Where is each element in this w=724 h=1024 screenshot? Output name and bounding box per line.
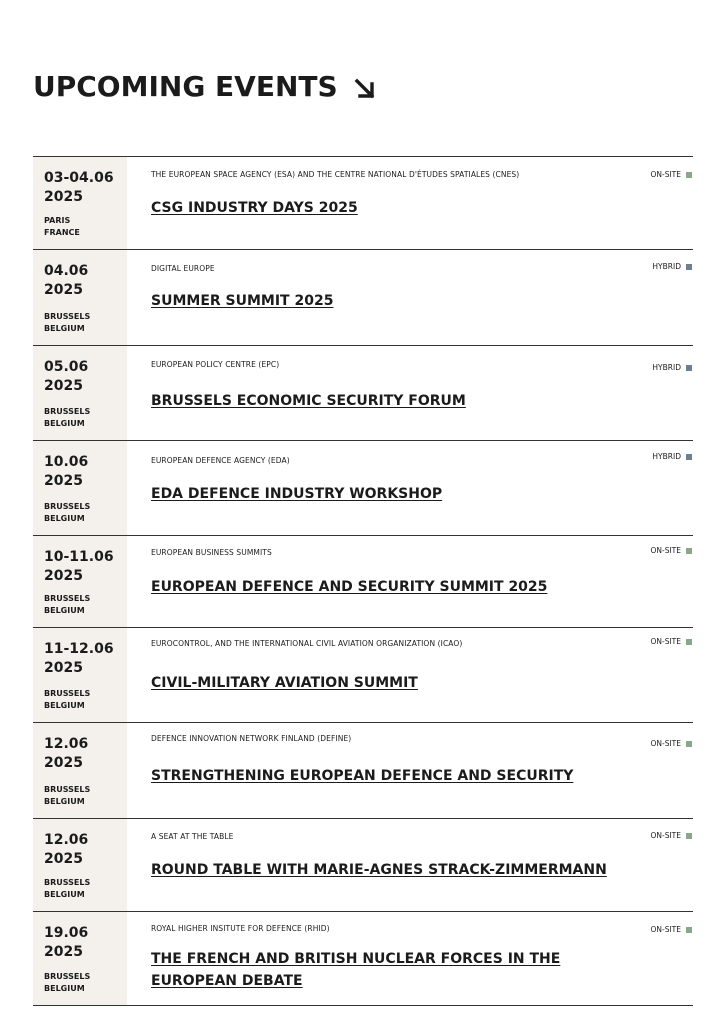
- event-format-badge: [650, 831, 692, 840]
- event-format-label: ON-SITE: [650, 925, 681, 934]
- event-date-panel: [33, 723, 127, 818]
- event-country: BELGIUM: [44, 514, 85, 523]
- event-info: [127, 157, 693, 249]
- event-format-badge: [650, 739, 692, 748]
- arrow-down-right-icon: [352, 76, 378, 102]
- event-title-link[interactable]: STRENGTHENING EUROPEAN DEFENCE AND SECURITY: [151, 768, 574, 784]
- hybrid-square-icon: [686, 264, 692, 270]
- event-title-link[interactable]: EUROPEAN DEFENCE AND SECURITY SUMMIT 2025: [151, 579, 548, 595]
- event-year: 2025: [44, 473, 83, 489]
- event-title-link[interactable]: CSG INDUSTRY DAYS 2025: [151, 200, 358, 216]
- event-format-label: ON-SITE: [650, 546, 681, 555]
- onsite-square-icon: [686, 833, 692, 839]
- event-location: [44, 593, 90, 617]
- event-format-label: HYBRID: [652, 363, 681, 372]
- event-row: [33, 911, 693, 1006]
- onsite-square-icon: [686, 548, 692, 554]
- event-location: [44, 688, 90, 712]
- event-location: [44, 215, 80, 239]
- event-organizer: EUROPEAN POLICY CENTRE (EPC): [151, 360, 280, 369]
- event-date-panel: [33, 819, 127, 911]
- event-date: 12.06: [44, 832, 89, 848]
- event-format-badge: [652, 363, 692, 372]
- event-location: [44, 501, 90, 525]
- event-date-panel: [33, 346, 127, 440]
- event-row: [33, 249, 693, 345]
- onsite-square-icon: [686, 172, 692, 178]
- event-country: BELGIUM: [44, 324, 85, 333]
- event-location: [44, 406, 90, 430]
- events-list: [33, 156, 693, 1006]
- event-city: BRUSSELS: [44, 594, 91, 603]
- event-format-label: ON-SITE: [650, 831, 681, 840]
- event-year: 2025: [44, 851, 83, 867]
- event-organizer: DEFENCE INNOVATION NETWORK FINLAND (DEFINE): [151, 734, 352, 743]
- event-country: BELGIUM: [44, 797, 85, 806]
- event-format-badge: [650, 170, 692, 179]
- event-year: 2025: [44, 378, 83, 394]
- event-title-link[interactable]: EDA DEFENCE INDUSTRY WORKSHOP: [151, 486, 443, 502]
- event-location: [44, 784, 90, 808]
- event-city: BRUSSELS: [44, 878, 91, 887]
- event-format-badge: [652, 452, 692, 461]
- event-format-badge: [650, 637, 692, 646]
- event-format-label: ON-SITE: [650, 739, 681, 748]
- event-year: 2025: [44, 660, 83, 676]
- event-year: 2025: [44, 755, 83, 771]
- event-organizer: A SEAT AT THE TABLE: [151, 832, 234, 841]
- event-city: BRUSSELS: [44, 785, 91, 794]
- event-title-link[interactable]: BRUSSELS ECONOMIC SECURITY FORUM: [151, 393, 466, 409]
- event-row: [33, 627, 693, 722]
- event-location: [44, 877, 90, 901]
- event-info: [127, 819, 693, 911]
- event-row: [33, 535, 693, 627]
- event-format-label: ON-SITE: [650, 170, 681, 179]
- event-organizer: EUROPEAN BUSINESS SUMMITS: [151, 548, 272, 557]
- event-organizer: EUROCONTROL, AND THE INTERNATIONAL CIVIL AVIATION ORGANIZATION (ICAO): [151, 639, 463, 648]
- event-location: [44, 971, 90, 995]
- event-city: BRUSSELS: [44, 312, 91, 321]
- event-city: BRUSSELS: [44, 407, 91, 416]
- event-date: 11-12.06: [44, 641, 114, 657]
- event-year: 2025: [44, 189, 83, 205]
- event-city: PARIS: [44, 216, 71, 225]
- event-format-badge: [652, 262, 692, 271]
- event-info: [127, 346, 693, 440]
- event-date-panel: [33, 441, 127, 535]
- event-date-panel: [33, 628, 127, 722]
- event-row: [33, 156, 693, 249]
- onsite-square-icon: [686, 741, 692, 747]
- event-date: 04.06: [44, 263, 89, 279]
- event-title-link[interactable]: SUMMER SUMMIT 2025: [151, 293, 334, 309]
- event-country: BELGIUM: [44, 890, 85, 899]
- event-date-panel: [33, 250, 127, 345]
- event-country: BELGIUM: [44, 701, 85, 710]
- event-organizer: EUROPEAN DEFENCE AGENCY (EDA): [151, 456, 290, 465]
- event-year: 2025: [44, 282, 83, 298]
- event-row: [33, 722, 693, 818]
- page-title: [33, 70, 378, 103]
- event-format-badge: [650, 546, 692, 555]
- event-date: 05.06: [44, 359, 89, 375]
- event-country: BELGIUM: [44, 419, 85, 428]
- event-date-panel: [33, 157, 127, 249]
- event-info: [127, 536, 693, 627]
- event-organizer: DIGITAL EUROPE: [151, 264, 215, 273]
- hybrid-square-icon: [686, 454, 692, 460]
- event-date-panel: [33, 536, 127, 627]
- event-year: 2025: [44, 944, 83, 960]
- event-title-link[interactable]: ROUND TABLE WITH MARIE-AGNES STRACK-ZIMMERMANN: [151, 862, 607, 878]
- event-city: BRUSSELS: [44, 502, 91, 511]
- event-info: [127, 250, 693, 345]
- event-title-link[interactable]: CIVIL-MILITARY AVIATION SUMMIT: [151, 675, 418, 691]
- event-location: [44, 311, 90, 335]
- onsite-square-icon: [686, 639, 692, 645]
- event-row: [33, 440, 693, 535]
- event-format-label: HYBRID: [652, 452, 681, 461]
- event-organizer: THE EUROPEAN SPACE AGENCY (ESA) AND THE CENTRE NATIONAL D'ÉTUDES SPATIALES (CNES): [151, 170, 520, 179]
- event-date: 19.06: [44, 925, 89, 941]
- event-date: 12.06: [44, 736, 89, 752]
- event-country: BELGIUM: [44, 984, 85, 993]
- event-info: [127, 628, 693, 722]
- page-title-text: UPCOMING EVENTS: [33, 70, 338, 103]
- event-organizer: ROYAL HIGHER INSITUTE FOR DEFENCE (RHID): [151, 924, 330, 933]
- event-info: [127, 912, 693, 1005]
- event-format-label: ON-SITE: [650, 637, 681, 646]
- event-format-badge: [650, 925, 692, 934]
- event-date: 10-11.06: [44, 549, 114, 565]
- event-city: BRUSSELS: [44, 689, 91, 698]
- event-row: [33, 818, 693, 911]
- event-row: [33, 345, 693, 440]
- event-city: BRUSSELS: [44, 972, 91, 981]
- event-date: 10.06: [44, 454, 89, 470]
- event-country: FRANCE: [44, 228, 80, 237]
- onsite-square-icon: [686, 927, 692, 933]
- event-year: 2025: [44, 568, 83, 584]
- event-info: [127, 441, 693, 535]
- event-info: [127, 723, 693, 818]
- event-title-link[interactable]: THE FRENCH AND BRITISH NUCLEAR FORCES IN THE EUROPEAN DEBATE: [151, 951, 561, 989]
- event-country: BELGIUM: [44, 606, 85, 615]
- event-date-panel: [33, 912, 127, 1005]
- event-format-label: HYBRID: [652, 262, 681, 271]
- event-date: 03-04.06: [44, 170, 114, 186]
- hybrid-square-icon: [686, 365, 692, 371]
